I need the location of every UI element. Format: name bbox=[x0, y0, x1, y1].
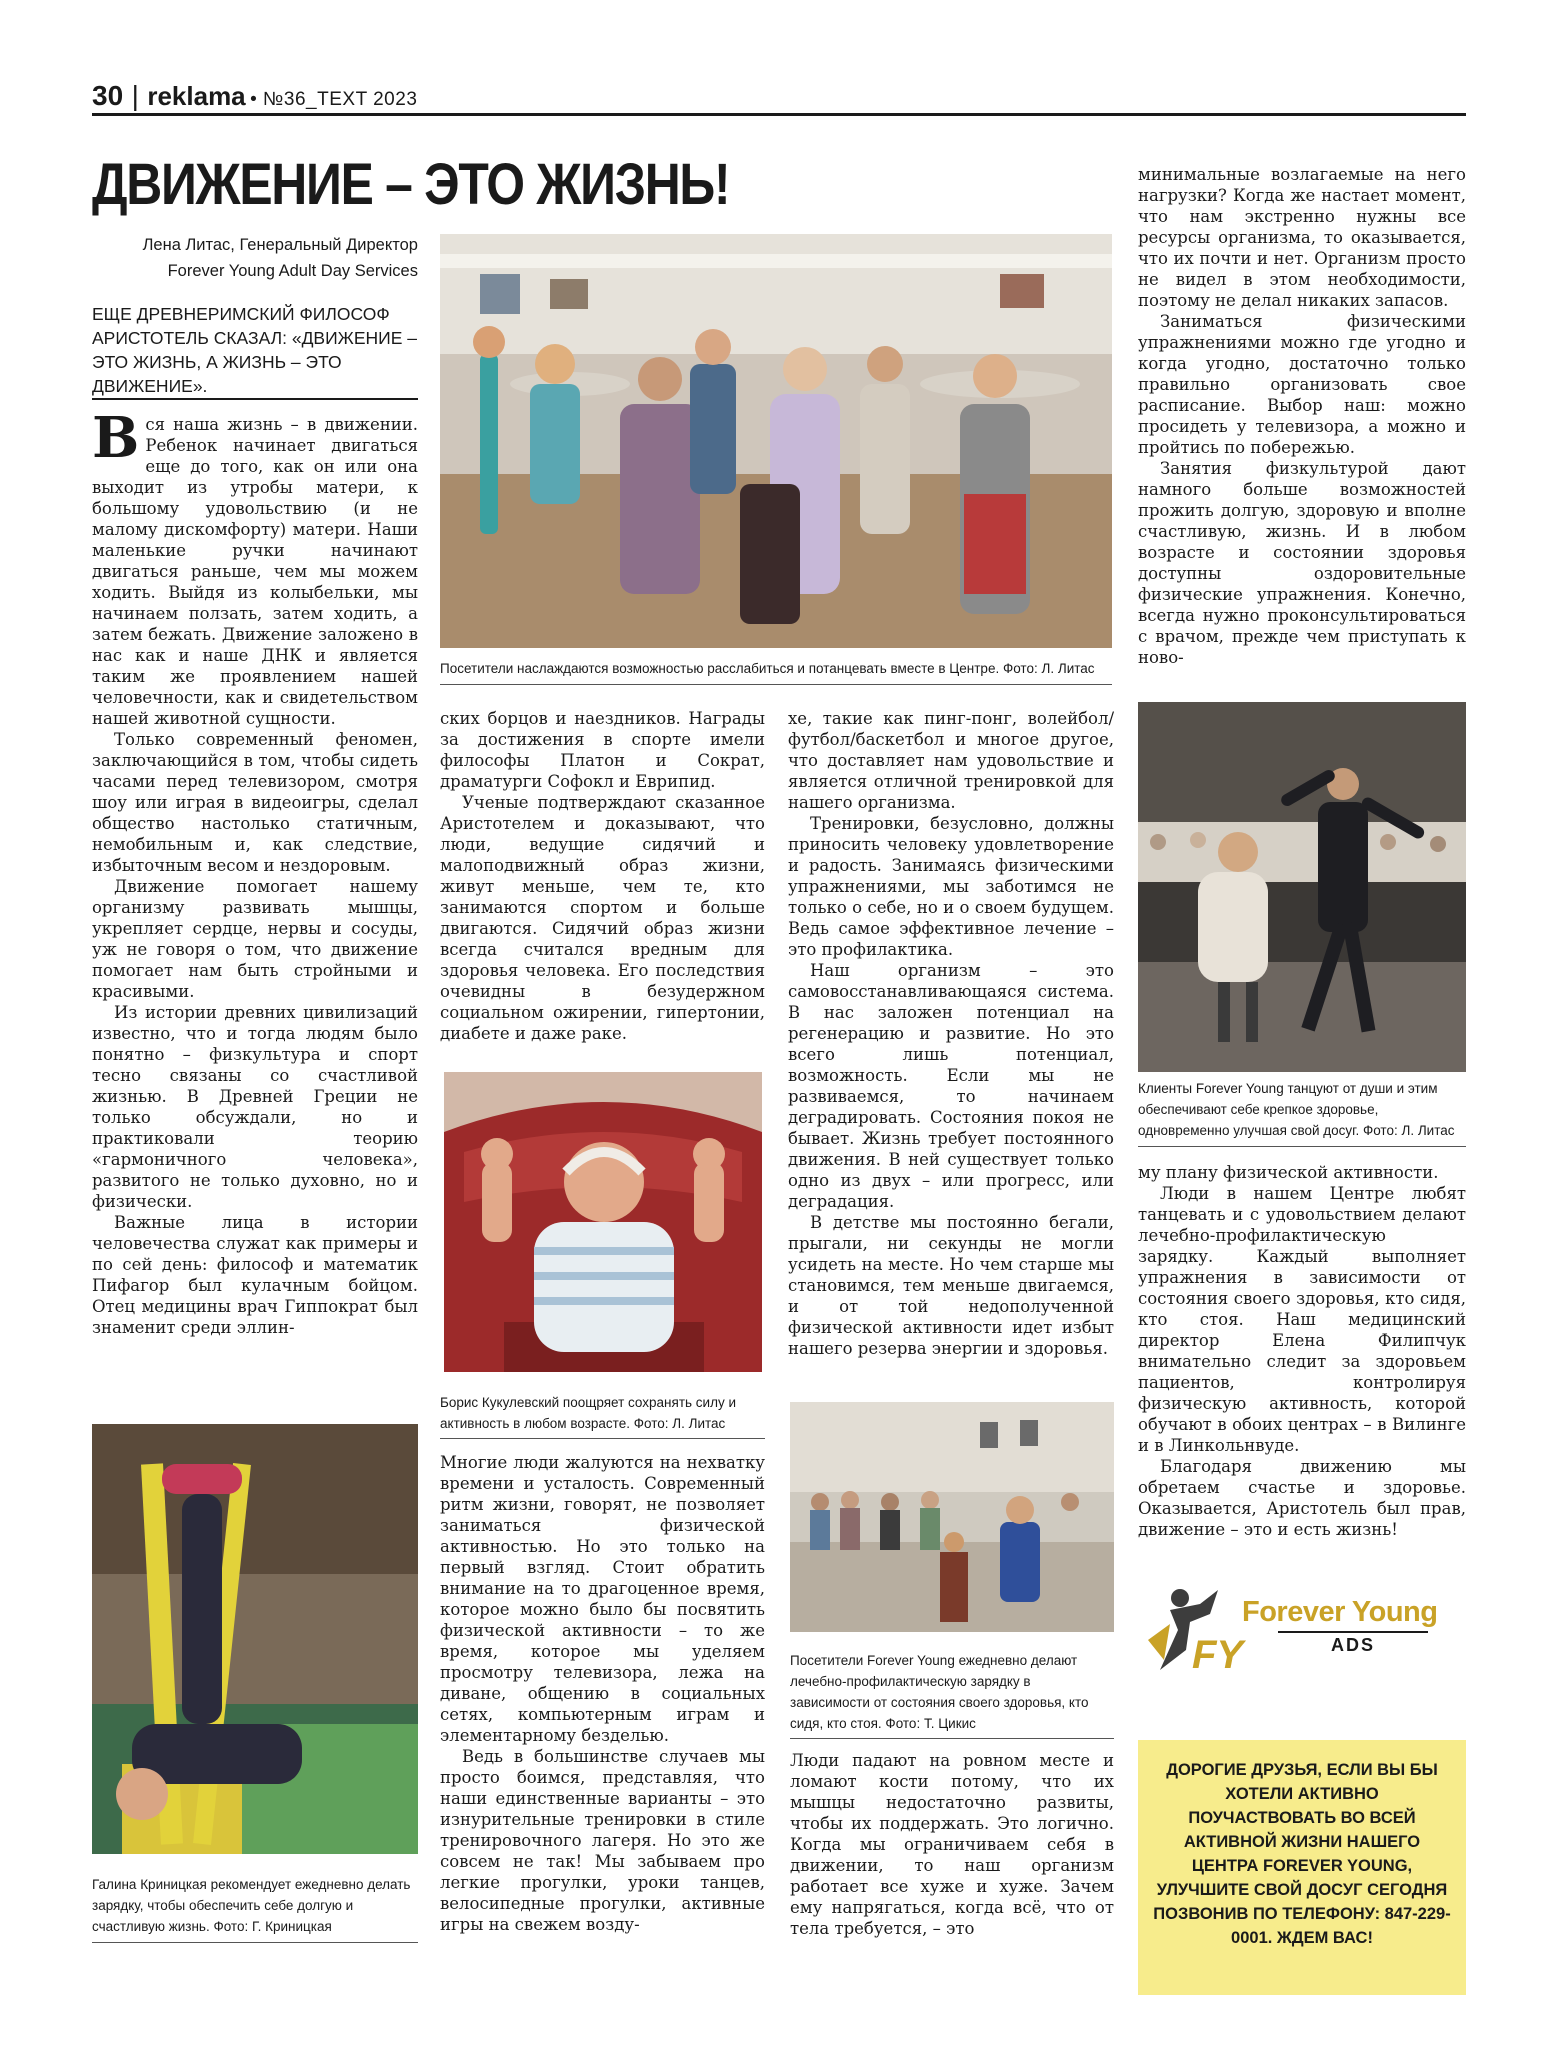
paragraph: Движение помогает нашему организму развивать мышцы, укрепляет сердце, нервы и сосуды, уж не говоря о том, что движение помогает нам быть стройными и красивыми. bbox=[92, 877, 418, 1001]
paragraph: Из истории древних цивилизаций известно, что и тогда людям было понятно – физкультура и спорт тесно связаны со счастливой жизнью. В Древней Греции не только обсуждали, но и практиковали теорию «гармоничного человека», развитого не только духовно, но и физически. bbox=[92, 1003, 418, 1211]
paragraph: Заниматься физическими упражнениями можно где угодно и когда угодно, достаточно только правильно организовать свое расписание. Выбор наш: можно просидеть у телевизора, а можно и пройтись по побережью. bbox=[1138, 312, 1466, 457]
column-2-text-bottom bbox=[440, 1452, 765, 1935]
photo-dancing-pair bbox=[1138, 702, 1466, 1072]
paragraph: Ведь в большинстве случаев мы просто боимся, представляя, что наши единственные варианты – это изнурительные тренировки в стиле тренировочного лагеря. Но это же совсем не так! Мы забываем про легкие прогулки, уроки танцев, велосипедные прогулки, активные игры на свежем возду- bbox=[440, 1747, 765, 1934]
paragraph: Занятия физкультурой дают намного больше возможностей прожить долгую, здоровую и вполне счастливую, жизнь. И в любом возрасте и состоянии здоровья доступны оздоровительные физические упражнения. Конечно, всегда нужно проконсультироваться с врачом, прежде чем приступать к ново- bbox=[1138, 459, 1466, 667]
issue-label: • №36_TEXT 2023 bbox=[250, 89, 418, 110]
caption-exercise-photo: Посетители Forever Young ежедневно делают лечебно-профилактическую зарядку в зависимости от состояния своего здоровья, кто сидя, кто стоя. Фото: Т. Цикис bbox=[790, 1653, 1089, 1731]
caption-rule bbox=[92, 1942, 418, 1943]
photo-group-exercise bbox=[790, 1402, 1114, 1632]
paragraph: Ученые подтверждают сказанное Аристотелем и доказывают, что люди, ведущие сидячий и малоподвижный образ жизни, живут меньше, чем те, кто занимаются спортом и больше двигаются. Сидячий образ жизни всегда считался вредным для здоровья человека. Его последствия очевидны в безудержном социальном ожирении, гипертонии, диабете и даже раке. bbox=[440, 793, 765, 1043]
logo-figure-icon bbox=[1140, 1580, 1250, 1690]
paragraph: Тренировки, безусловно, должны приносить человеку удовлетворение и радость. Занимаясь физическими упражнениями, мы заботимся не только о себе, но и о своем будущем. Ведь самое эффективное лечение – это профилактика. bbox=[788, 814, 1114, 959]
paragraph: ся наша жизнь – в движении. Ребенок начинает двигаться еще до того, как он или она выходит из утробы матери, к большому удовольствию (и не малому дискомфорту) матери. Наши маленькие ручки начинают двигаться раньше, чем мы можем ходить. Выйдя из колыбельки, мы начинаем ползать, затем ходить, а затем бежать. Движение заложено в нас как и наше ДНК и является таким же проявлением нашей человечности, как и свидетельством нашей животной сущности. bbox=[92, 415, 418, 728]
article-lead: ЕЩЕ ДРЕВНЕРИМСКИЙ ФИЛОСОФ АРИСТОТЕЛЬ СКАЗАЛ: «ДВИЖЕНИЕ – ЭТО ЖИЗНЬ, А ЖИЗНЬ – ЭТО ДВИЖЕНИЕ». bbox=[92, 304, 417, 396]
byline bbox=[92, 232, 418, 284]
caption-rule bbox=[440, 684, 1112, 685]
logo-mark: FY bbox=[1192, 1633, 1244, 1677]
caption-rule bbox=[790, 1738, 1114, 1739]
promo-box: ДОРОГИЕ ДРУЗЬЯ, ЕСЛИ ВЫ БЫ ХОТЕЛИ АКТИВНО ПОУЧАСТВОВАТЬ ВО ВСЕЙ АКТИВНОЙ ЖИЗНИ НАШЕГО ЦЕНТРА FOREVER YOUNG, УЛУЧШИТЕ СВОЙ ДОСУГ СЕГОДНЯ ПОЗВОНИВ ПО ТЕЛЕФОНУ: 847-229-0001. ЖДЕМ ВАС! bbox=[1138, 1740, 1466, 1995]
paragraph: Многие люди жалуются на нехватку времени и усталость. Современный ритм жизни, говорят, не позволяет заниматься физической активностью. Но это только на первый взгляд. Стоит обратить внимание на то драгоценное время, которое можно было бы посвятить физической активности – то же время, которое мы уделяем просмотру телевизора, лежа на диване, общению в социальных сетях, компьютерным играм и элементарному безделью. bbox=[440, 1453, 765, 1745]
paragraph: Важные лица в истории человечества служат как примеры и по сей день: философ и математик Пифагор был кулачным бойцом. Отец медицины врач Гиппократ был знаменит среди эллин- bbox=[92, 1213, 418, 1337]
paragraph: Люди в нашем Центре любят танцевать и с удовольствием делают лечебно-профилактическую зарядку. Каждый выполняет упражнения в зависимости от состояния своего здоровья, кто сидя, кто стоя. Наш медицинский директор Елена Филипчук внимательно следит за здоровьем пациентов, контролируя физическую активность, которой обучают в обоих центрах – в Вилинге и в Линкольнвуде. bbox=[1138, 1184, 1466, 1455]
lead-rule bbox=[92, 398, 418, 400]
photo-boris bbox=[444, 1072, 762, 1372]
paragraph: Наш организм – это самовосстанавливающаяся система. В нас заложен потенциал на регенерацию и развитие. Но это всего лишь потенциал, возможность. Если мы не развиваемся, то начинаем деградировать. Состояния покоя не бывает. Жизнь требует постоянного движения. В ней существует только одно из двух – или прогресс, или деградация. bbox=[788, 961, 1114, 1211]
column-2-text-top bbox=[440, 708, 765, 1044]
caption-main-photo: Посетители наслаждаются возможностью расслабиться и потанцевать вместе в Центре. Фото: Л. Литас bbox=[440, 661, 1095, 676]
article-title: ДВИЖЕНИЕ – ЭТО ЖИЗНЬ! bbox=[92, 152, 730, 217]
drop-cap: В bbox=[92, 405, 140, 471]
paragraph: В детстве мы постоянно бегали, прыгали, ни секунды не могли усидеть на месте. Но чем старше мы становимся, тем меньше двигаемся, и от той недополученной физической активности идет избыт нашего резерва энергии и здоровья. bbox=[788, 1213, 1114, 1358]
logo-sub: ADS bbox=[1278, 1631, 1428, 1656]
page-header bbox=[92, 80, 417, 112]
column-3-text-top bbox=[788, 708, 1114, 1359]
caption-galina-photo: Галина Криницкая рекомендует ежедневно делать зарядку, чтобы обеспечить себе долгую и счастливую жизнь. Фото: Г. Криницкая bbox=[92, 1877, 411, 1934]
section-name: reklama bbox=[147, 81, 246, 111]
column-3-text-bottom bbox=[790, 1750, 1114, 1939]
paragraph: Люди падают на ровном месте и ломают кости потому, что их мышцы недостаточно развиты, чтобы их поддержать. Это логично. Когда мы ограничиваем себя в движении, то наш организм работает все хуже и хуже. Зачем ему напрягаться, когда всё, что от тела требуется, – это bbox=[790, 1751, 1114, 1938]
column-4-text-top bbox=[1138, 164, 1466, 668]
photo-galina bbox=[92, 1424, 418, 1854]
byline-author: Лена Литас, Генеральный Директор bbox=[142, 236, 418, 254]
paragraph: Только современный феномен, заключающийся в том, чтобы сидеть часами перед телевизором, смотря шоу или играя в видеоигры, сделал общество настолько статичным, немобильным и, как следствие, избыточным весом и нездоровым. bbox=[92, 730, 418, 875]
header-rule bbox=[92, 113, 1466, 116]
paragraph: хе, такие как пинг-понг, волейбол/футбол/баскетбол и многое другое, что доставляет нам удовольствие и является отличной тренировкой для нашего организма. bbox=[788, 709, 1114, 812]
column-1-text bbox=[92, 405, 418, 1338]
caption-boris-photo: Борис Кукулевский поощряет сохранять силу и активность в любом возрасте. Фото: Л. Литас bbox=[440, 1395, 736, 1431]
paragraph: минимальные возлагаемые на него нагрузки? Когда же настает момент, что нам экстренно нужны все ресурсы организма, то оказывается, что их почти и нет. Организм просто не видел в этом необходимости, поэтому не делал никаких запасов. bbox=[1138, 165, 1466, 310]
paragraph: ских борцов и наездников. Награды за достижения в спорте имели философы Платон и Сократ, драматурги Софокл и Еврипид. bbox=[440, 709, 765, 791]
caption-rule bbox=[440, 1438, 765, 1439]
page-number: 30 bbox=[92, 80, 124, 111]
caption-dance-photo: Клиенты Forever Young танцуют от души и этим обеспечивают себе крепкое здоровье, одновременно улучшая свой досуг. Фото: Л. Литас bbox=[1138, 1081, 1455, 1138]
header-separator: | bbox=[131, 80, 139, 111]
caption-rule bbox=[1138, 1146, 1466, 1147]
column-4-text-bottom bbox=[1138, 1162, 1466, 1540]
photo-dancing-circle bbox=[440, 234, 1112, 648]
byline-org: Forever Young Adult Day Services bbox=[167, 262, 418, 280]
logo-name: Forever Young bbox=[1242, 1596, 1438, 1628]
paragraph: Благодаря движению мы обретаем счастье и здоровье. Оказывается, Аристотель был прав, движение – это и есть жизнь! bbox=[1138, 1457, 1466, 1539]
paragraph: му плану физической активности. bbox=[1138, 1163, 1439, 1182]
